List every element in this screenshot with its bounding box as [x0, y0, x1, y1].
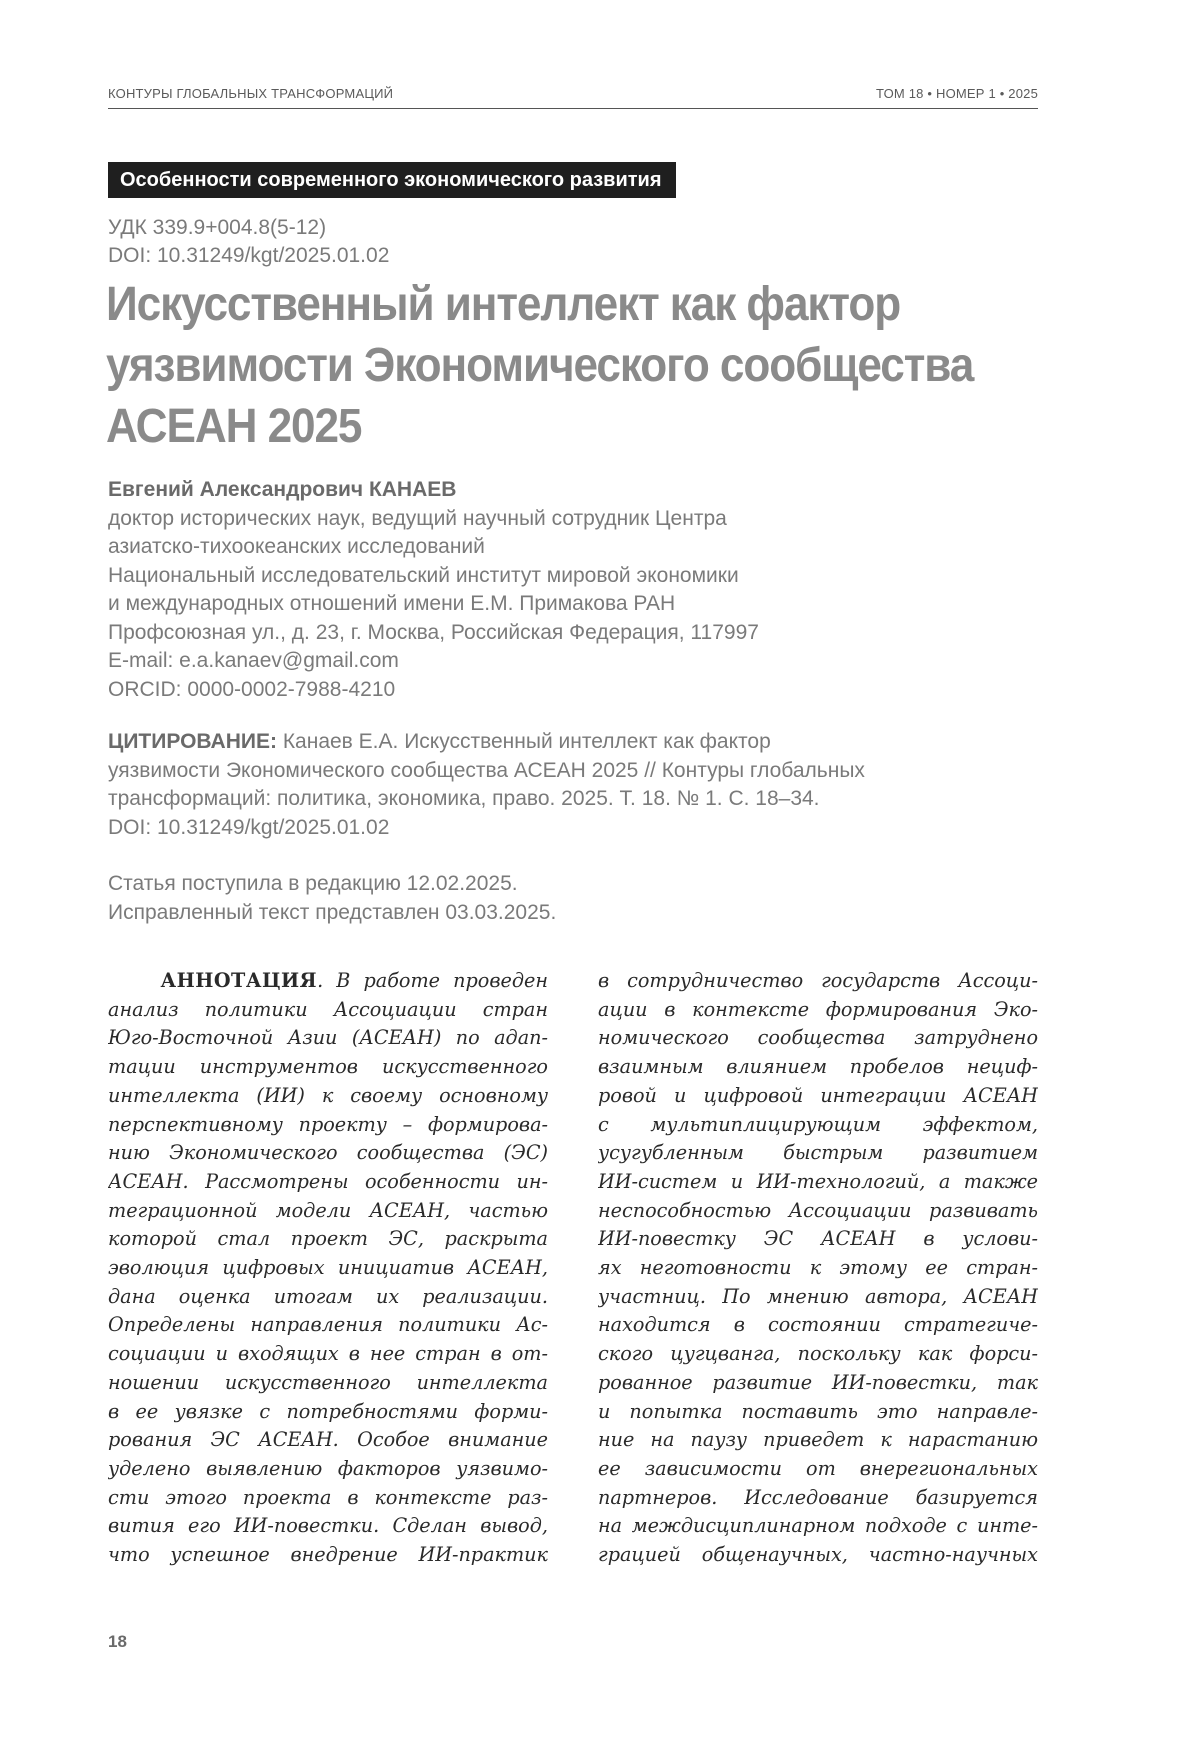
udk-code: УДК 339.9+004.8(5-12)	[108, 214, 389, 242]
abstract-line: вития его ИИ-повестки. Сделан вывод,	[108, 1512, 548, 1541]
abstract-line: в ее увязке с потребностями форми-	[108, 1398, 548, 1427]
abstract-line: перспективному проекту – формирова-	[108, 1111, 548, 1140]
abstract-line: Определены направления политики Ас-	[108, 1311, 548, 1340]
abstract-line: ровой и цифровой интеграции АСЕАН	[598, 1082, 1038, 1111]
abstract-line: номического сообщества затруднено	[598, 1024, 1038, 1053]
abstract-line: тации инструментов искусственного	[108, 1053, 548, 1082]
author-line: и международных отношений имени Е.М. Примакова РАН	[108, 590, 1048, 619]
citation-doi: DOI: 10.31249/kgt/2025.01.02	[108, 814, 1038, 843]
abstract-line: которой стал проект ЭС, раскрыта	[108, 1225, 548, 1254]
citation-label: ЦИТИРОВАНИЕ:	[108, 730, 277, 753]
abstract-line: ях неготовности к этому ее стран-	[598, 1254, 1038, 1283]
title-line: АСЕАН 2025	[106, 396, 989, 457]
abstract-line: неспособностью Ассоциации развивать	[598, 1197, 1038, 1226]
abstract-line: ее зависимости от внерегиональных	[598, 1455, 1038, 1484]
issue-info: ТОМ 18 • НОМЕР 1 • 2025	[876, 86, 1038, 101]
abstract-text: . В работе проведен	[317, 969, 548, 992]
abstract-line: уделено выявлению факторов уязвимо-	[108, 1455, 548, 1484]
abstract-line: ние на паузу приведет к нарастанию	[598, 1426, 1038, 1455]
abstract-line: нию Экономического сообщества (ЭС)	[108, 1139, 548, 1168]
section-badge: Особенности современного экономического развития	[108, 162, 676, 198]
abstract-line: ИИ-систем и ИИ-технологий, а также	[598, 1168, 1038, 1197]
citation-text: Канаев Е.А. Искусственный интеллект как фактор	[283, 730, 771, 753]
abstract-line: на междисциплинарном подходе с инте-	[598, 1512, 1038, 1541]
abstract-line: участниц. По мнению автора, АСЕАН	[598, 1283, 1038, 1312]
title-line: Искусственный интеллект как фактор	[106, 274, 989, 335]
abstract-line: интеллекта (ИИ) к своему основному	[108, 1082, 548, 1111]
abstract-label: АННОТАЦИЯ	[160, 969, 317, 992]
citation-line: трансформаций: политика, экономика, право. 2025. Т. 18. № 1. С. 18–34.	[108, 785, 1038, 814]
received-date: Статья поступила в редакцию 12.02.2025.	[108, 870, 556, 899]
abstract-line: теграционной модели АСЕАН, частью	[108, 1197, 548, 1226]
abstract-line: эволюция цифровых инициатив АСЕАН,	[108, 1254, 548, 1283]
abstract-line: с мультиплицирующим эффектом,	[598, 1111, 1038, 1140]
article-title	[106, 274, 989, 457]
abstract-line: усугубленным быстрым развитием	[598, 1139, 1038, 1168]
abstract-line: ского цугцванга, поскольку как форси-	[598, 1340, 1038, 1369]
page-number: 18	[108, 1632, 127, 1652]
abstract-line: ношении искусственного интеллекта	[108, 1369, 548, 1398]
abstract-line: ации в контексте формирования Эко-	[598, 996, 1038, 1025]
identifiers	[108, 214, 389, 270]
citation-line: уязвимости Экономического сообщества АСЕАН 2025 // Контуры глобальных	[108, 757, 1038, 786]
author-name: Евгений Александрович КАНАЕВ	[108, 476, 1048, 505]
abstract-line: анализ политики Ассоциации стран	[108, 996, 548, 1025]
citation-line	[108, 728, 1038, 757]
abstract-line: партнеров. Исследование базируется	[598, 1484, 1038, 1513]
abstract-line: АСЕАН. Рассмотрены особенности ин-	[108, 1168, 548, 1197]
abstract-line: в сотрудничество государств Ассоци-	[598, 967, 1038, 996]
author-line: Профсоюзная ул., д. 23, г. Москва, Российская Федерация, 117997	[108, 619, 1048, 648]
author-info	[108, 476, 1048, 704]
submission-dates	[108, 870, 556, 927]
author-orcid: ORCID: 0000-0002-7988-4210	[108, 676, 1048, 705]
title-line: уязвимости Экономического сообщества	[106, 335, 989, 396]
abstract-line: социации и входящих в нее стран в от-	[108, 1340, 548, 1369]
abstract-column-left	[108, 967, 548, 1570]
abstract-line: что успешное внедрение ИИ-практик	[108, 1541, 548, 1570]
abstract-line: находится в состоянии стратегиче-	[598, 1311, 1038, 1340]
abstract-line: рованное развитие ИИ-повестки, так	[598, 1369, 1038, 1398]
abstract-line: Юго-Восточной Азии (АСЕАН) по адап-	[108, 1024, 548, 1053]
citation-block	[108, 728, 1038, 842]
abstract-line: ИИ-повестку ЭС АСЕАН в услови-	[598, 1225, 1038, 1254]
abstract-line: дана оценка итогам их реализации.	[108, 1283, 548, 1312]
author-line: Национальный исследовательский институт мировой экономики	[108, 562, 1048, 591]
running-header	[108, 86, 1038, 101]
revised-date: Исправленный текст представлен 03.03.2025.	[108, 899, 556, 928]
header-divider	[108, 108, 1038, 109]
author-line: доктор исторических наук, ведущий научный сотрудник Центра	[108, 505, 1048, 534]
journal-name: КОНТУРЫ ГЛОБАЛЬНЫХ ТРАНСФОРМАЦИЙ	[108, 86, 393, 101]
author-email: E-mail: e.a.kanaev@gmail.com	[108, 647, 1048, 676]
abstract-line: взаимным влиянием пробелов нециф-	[598, 1053, 1038, 1082]
abstract-line: грацией общенаучных, частно-научных	[598, 1541, 1038, 1570]
abstract-line: рования ЭС АСЕАН. Особое внимание	[108, 1426, 548, 1455]
doi-code: DOI: 10.31249/kgt/2025.01.02	[108, 242, 389, 270]
abstract-column-right	[598, 967, 1038, 1570]
abstract-line: сти этого проекта в контексте раз-	[108, 1484, 548, 1513]
author-line: азиатско-тихоокеанских исследований	[108, 533, 1048, 562]
abstract-line: и попытка поставить это направле-	[598, 1398, 1038, 1427]
abstract-line	[108, 967, 548, 996]
